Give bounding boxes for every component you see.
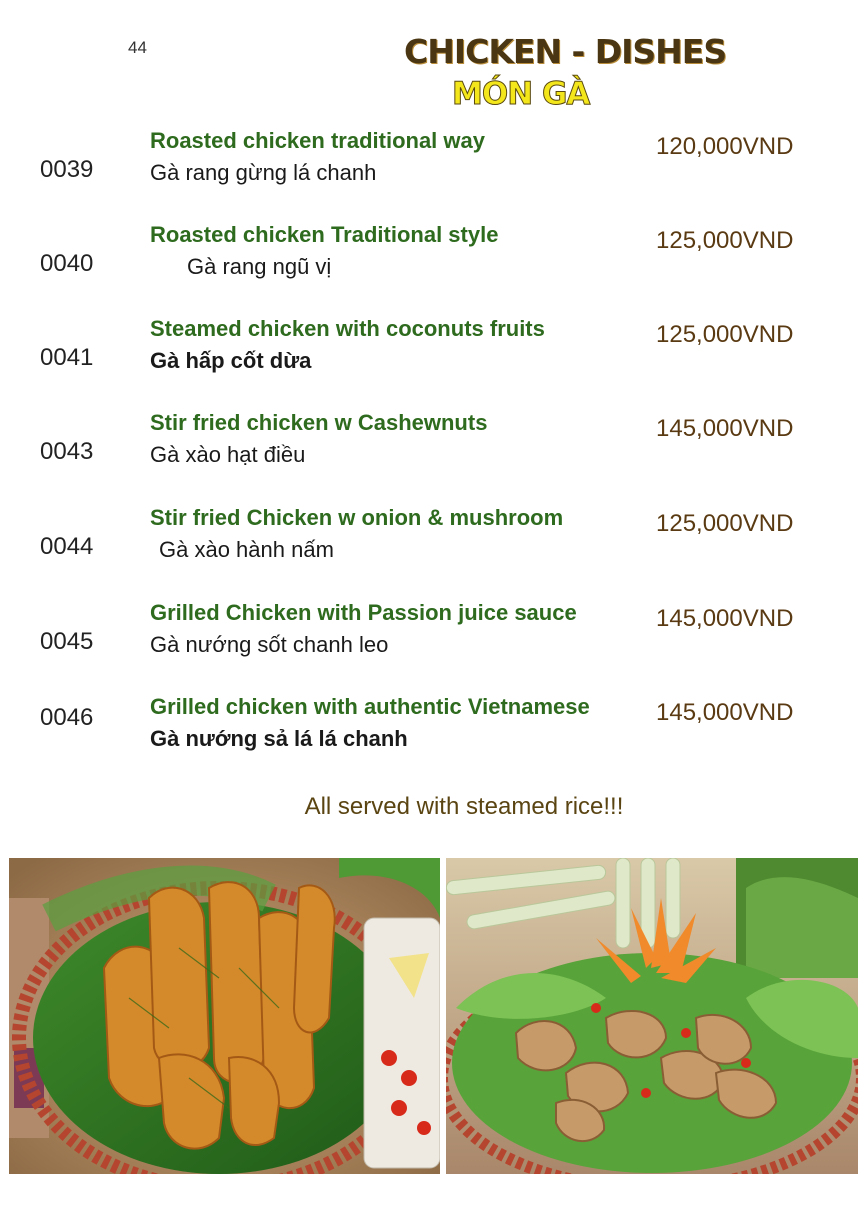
item-code: 0043: [40, 438, 94, 465]
menu-item: [0, 694, 868, 764]
page-number: 44: [128, 38, 147, 57]
grilled-chicken-photo: [9, 858, 440, 1174]
lemongrass-chicken-photo: [446, 858, 858, 1174]
item-name-english: Stir fried chicken w Cashewnuts: [150, 410, 488, 435]
footer-note: All served with steamed rice!!!: [304, 793, 624, 820]
item-name-english: Roasted chicken Traditional style: [150, 222, 499, 247]
item-name-english: Grilled Chicken with Passion juice sauce: [150, 600, 577, 625]
item-name-vietnamese: Gà xào hạt điều: [150, 442, 306, 467]
menu-item: [0, 600, 868, 670]
item-code: 0045: [40, 628, 94, 655]
item-code: 0040: [40, 250, 94, 277]
menu-item: [0, 222, 868, 292]
item-price: 125,000VND: [656, 510, 794, 537]
item-price: 125,000VND: [656, 227, 794, 254]
item-code: 0041: [40, 344, 94, 371]
item-price: 125,000VND: [656, 321, 794, 348]
item-name-vietnamese: Gà rang ngũ vị: [187, 254, 332, 279]
item-price: 145,000VND: [656, 699, 794, 726]
item-name-vietnamese: Gà hấp cốt dừa: [150, 348, 312, 373]
item-name-vietnamese: Gà nướng sả lá lá chanh: [150, 726, 408, 751]
item-code: 0044: [40, 533, 94, 560]
menu-item: [0, 505, 868, 575]
item-name-vietnamese: Gà xào hành nấm: [159, 537, 334, 562]
item-code: 0046: [40, 704, 94, 731]
item-code: 0039: [40, 156, 94, 183]
item-name-vietnamese: Gà rang gừng lá chanh: [150, 160, 377, 185]
menu-item: [0, 316, 868, 386]
page-title: CHICKEN - DISHES: [404, 32, 727, 71]
item-name-english: Grilled chicken with authentic Vietnamese: [150, 694, 590, 719]
item-price: 145,000VND: [656, 605, 794, 632]
item-name-english: Roasted chicken traditional way: [150, 128, 485, 153]
item-name-vietnamese: Gà nướng sốt chanh leo: [150, 632, 389, 657]
item-name-english: Steamed chicken with coconuts fruits: [150, 316, 545, 341]
page-subtitle: MÓN GÀ: [452, 76, 590, 112]
item-price: 145,000VND: [656, 415, 794, 442]
menu-item: [0, 128, 868, 198]
item-name-english: Stir fried Chicken w onion & mushroom: [150, 505, 564, 530]
menu-item: [0, 410, 868, 480]
item-price: 120,000VND: [656, 133, 794, 160]
